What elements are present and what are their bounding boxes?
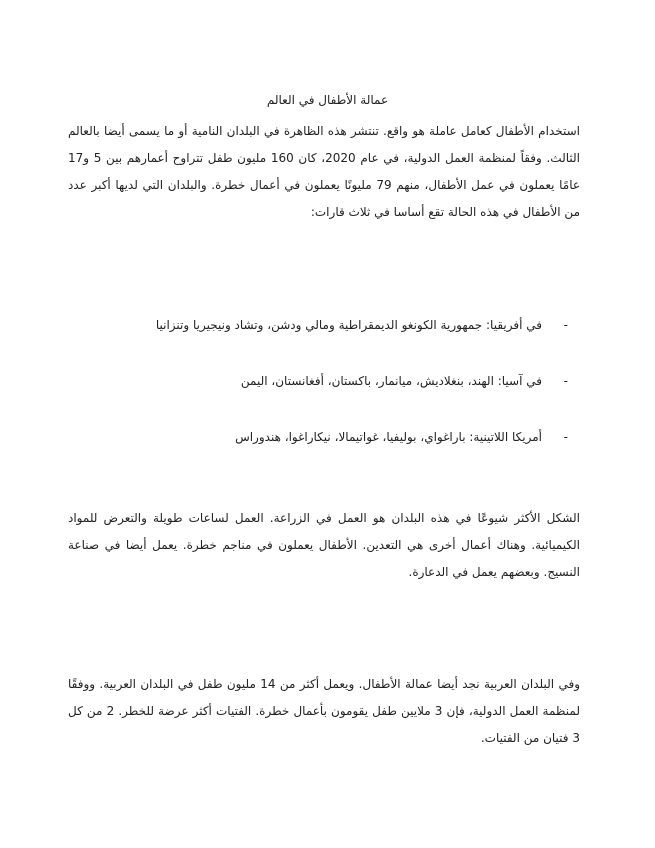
paragraph-arab-countries: وفي البلدان العربية نجد أيضا عمالة الأطفال. ويعمل أكثر من 14 مليون طفل في البلدان العربية. ووفقًا لمنظمة العمل الدولية، فإن 3 ملايين طفل يقومون بأعمال خطرة. الفتيات أكثر عرضة للخطر. 2 من كل 3 فتيان من الفتيات. xyxy=(68,677,580,745)
regions-list xyxy=(68,317,568,485)
paragraph-intro: استخدام الأطفال كعامل عاملة هو واقع. تنتشر هذه الظاهرة في البلدان النامية أو ما يسمى أيضا بالعالم الثالث. وفقاً لمنظمة العمل الدولية، في عام 2020، كان 160 مليون طفل تتراوح أعمارهم بين 5 و17 عامًا يعملون في عمل الأطفال، منهم 79 مليونًا يعملون في أعمال خطرة. والبلدان التي لديها أكبر عدد من الأطفال في هذه الحالة تقع أساسا في ثلاث قارات: xyxy=(68,124,581,219)
document-title: عمالة الأطفال في العالم xyxy=(266,93,389,107)
list-item: - في آسيا: الهند، بنغلاديش، ميانمار، باكستان، أفغانستان، اليمن xyxy=(68,373,568,389)
list-item: - أمريكا اللاتينية: باراغواي، بوليفيا، غواتيمالا، نيكاراغوا، هندوراس xyxy=(68,429,568,445)
paragraph-work-types: الشكل الأكثر شيوعًا في هذه البلدان هو العمل في الزراعة. العمل لساعات طويلة والتعرض للمواد الكيميائية. وهناك أعمال أخرى هي التعدين. الأطفال يعملون في مناجم خطرة. يعمل أيضا في صناعة النسيج. وبعضهم يعمل في الدعارة. xyxy=(68,511,580,579)
list-item: - في أفريقيا: جمهورية الكونغو الديمقراطية ومالي ودشن، وتشاد ونيجيريا وتنزانيا xyxy=(68,317,568,333)
